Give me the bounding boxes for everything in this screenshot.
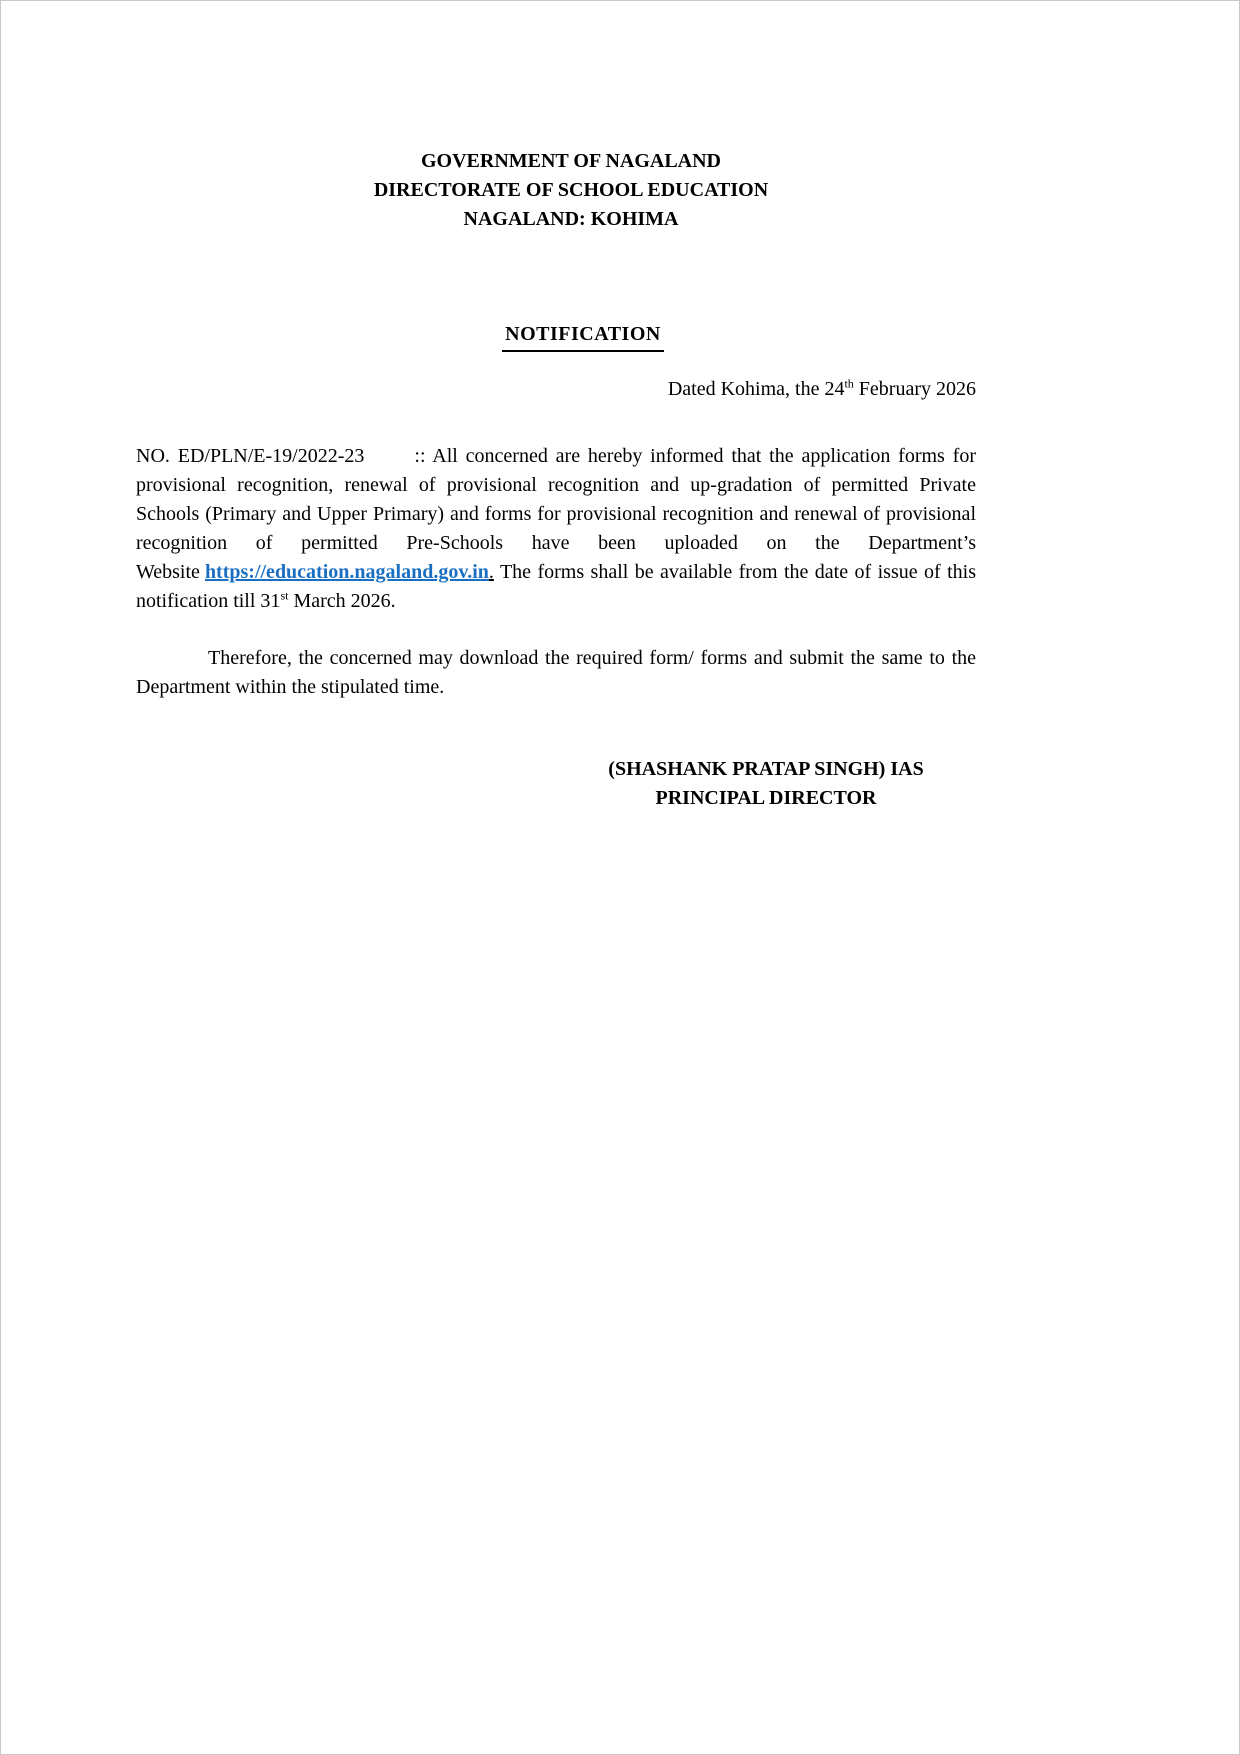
reference-number: NO. ED/PLN/E-19/2022-23 <box>136 445 365 467</box>
body-text-end: March 2026. <box>288 590 396 612</box>
date-text-suffix: February 2026 <box>853 378 976 400</box>
deadline-ordinal-superscript: st <box>280 588 289 603</box>
link-trailing-period: . <box>488 561 494 583</box>
signatory-designation: PRINCIPAL DIRECTOR <box>655 787 877 809</box>
date-text-prefix: Dated Kohima, the 24 <box>667 378 845 400</box>
letterhead-government-line: GOVERNMENT OF NAGALAND <box>420 150 721 172</box>
notification-body-paragraph <box>136 442 976 616</box>
signature-block <box>561 755 971 813</box>
letterhead-directorate-line: DIRECTORATE OF SCHOOL EDUCATION <box>373 179 769 201</box>
date-line <box>136 375 976 404</box>
notification-title-wrap <box>163 320 1003 352</box>
letterhead <box>151 147 991 234</box>
body-text-before-link: :: All concerned are hereby informed that the application forms for provisional recognition, renewal of provisional recognition and up-gradation of permitted Private Schools (Primary and Upper Primary) and forms for provisional recognition and renewal of provisional recognition of permitted Pre-Schools have been uploaded on the Department’s Website <box>136 445 976 583</box>
closing-paragraph: Therefore, the concerned may download the required form/ forms and submit the same to the Department within the stipulated time. <box>136 647 976 698</box>
body-text-after-link: The forms shall be available from the date of issue of this notification till 31 <box>136 561 976 612</box>
date-ordinal-superscript: th <box>844 376 854 391</box>
notification-title: NOTIFICATION <box>502 320 664 352</box>
document-content <box>136 1 976 1754</box>
signatory-name: (SHASHANK PRATAP SINGH) IAS <box>608 758 924 780</box>
letterhead-place-line: NAGALAND: KOHIMA <box>463 208 679 230</box>
department-website-link[interactable]: https://education.nagaland.gov.in <box>204 561 489 583</box>
